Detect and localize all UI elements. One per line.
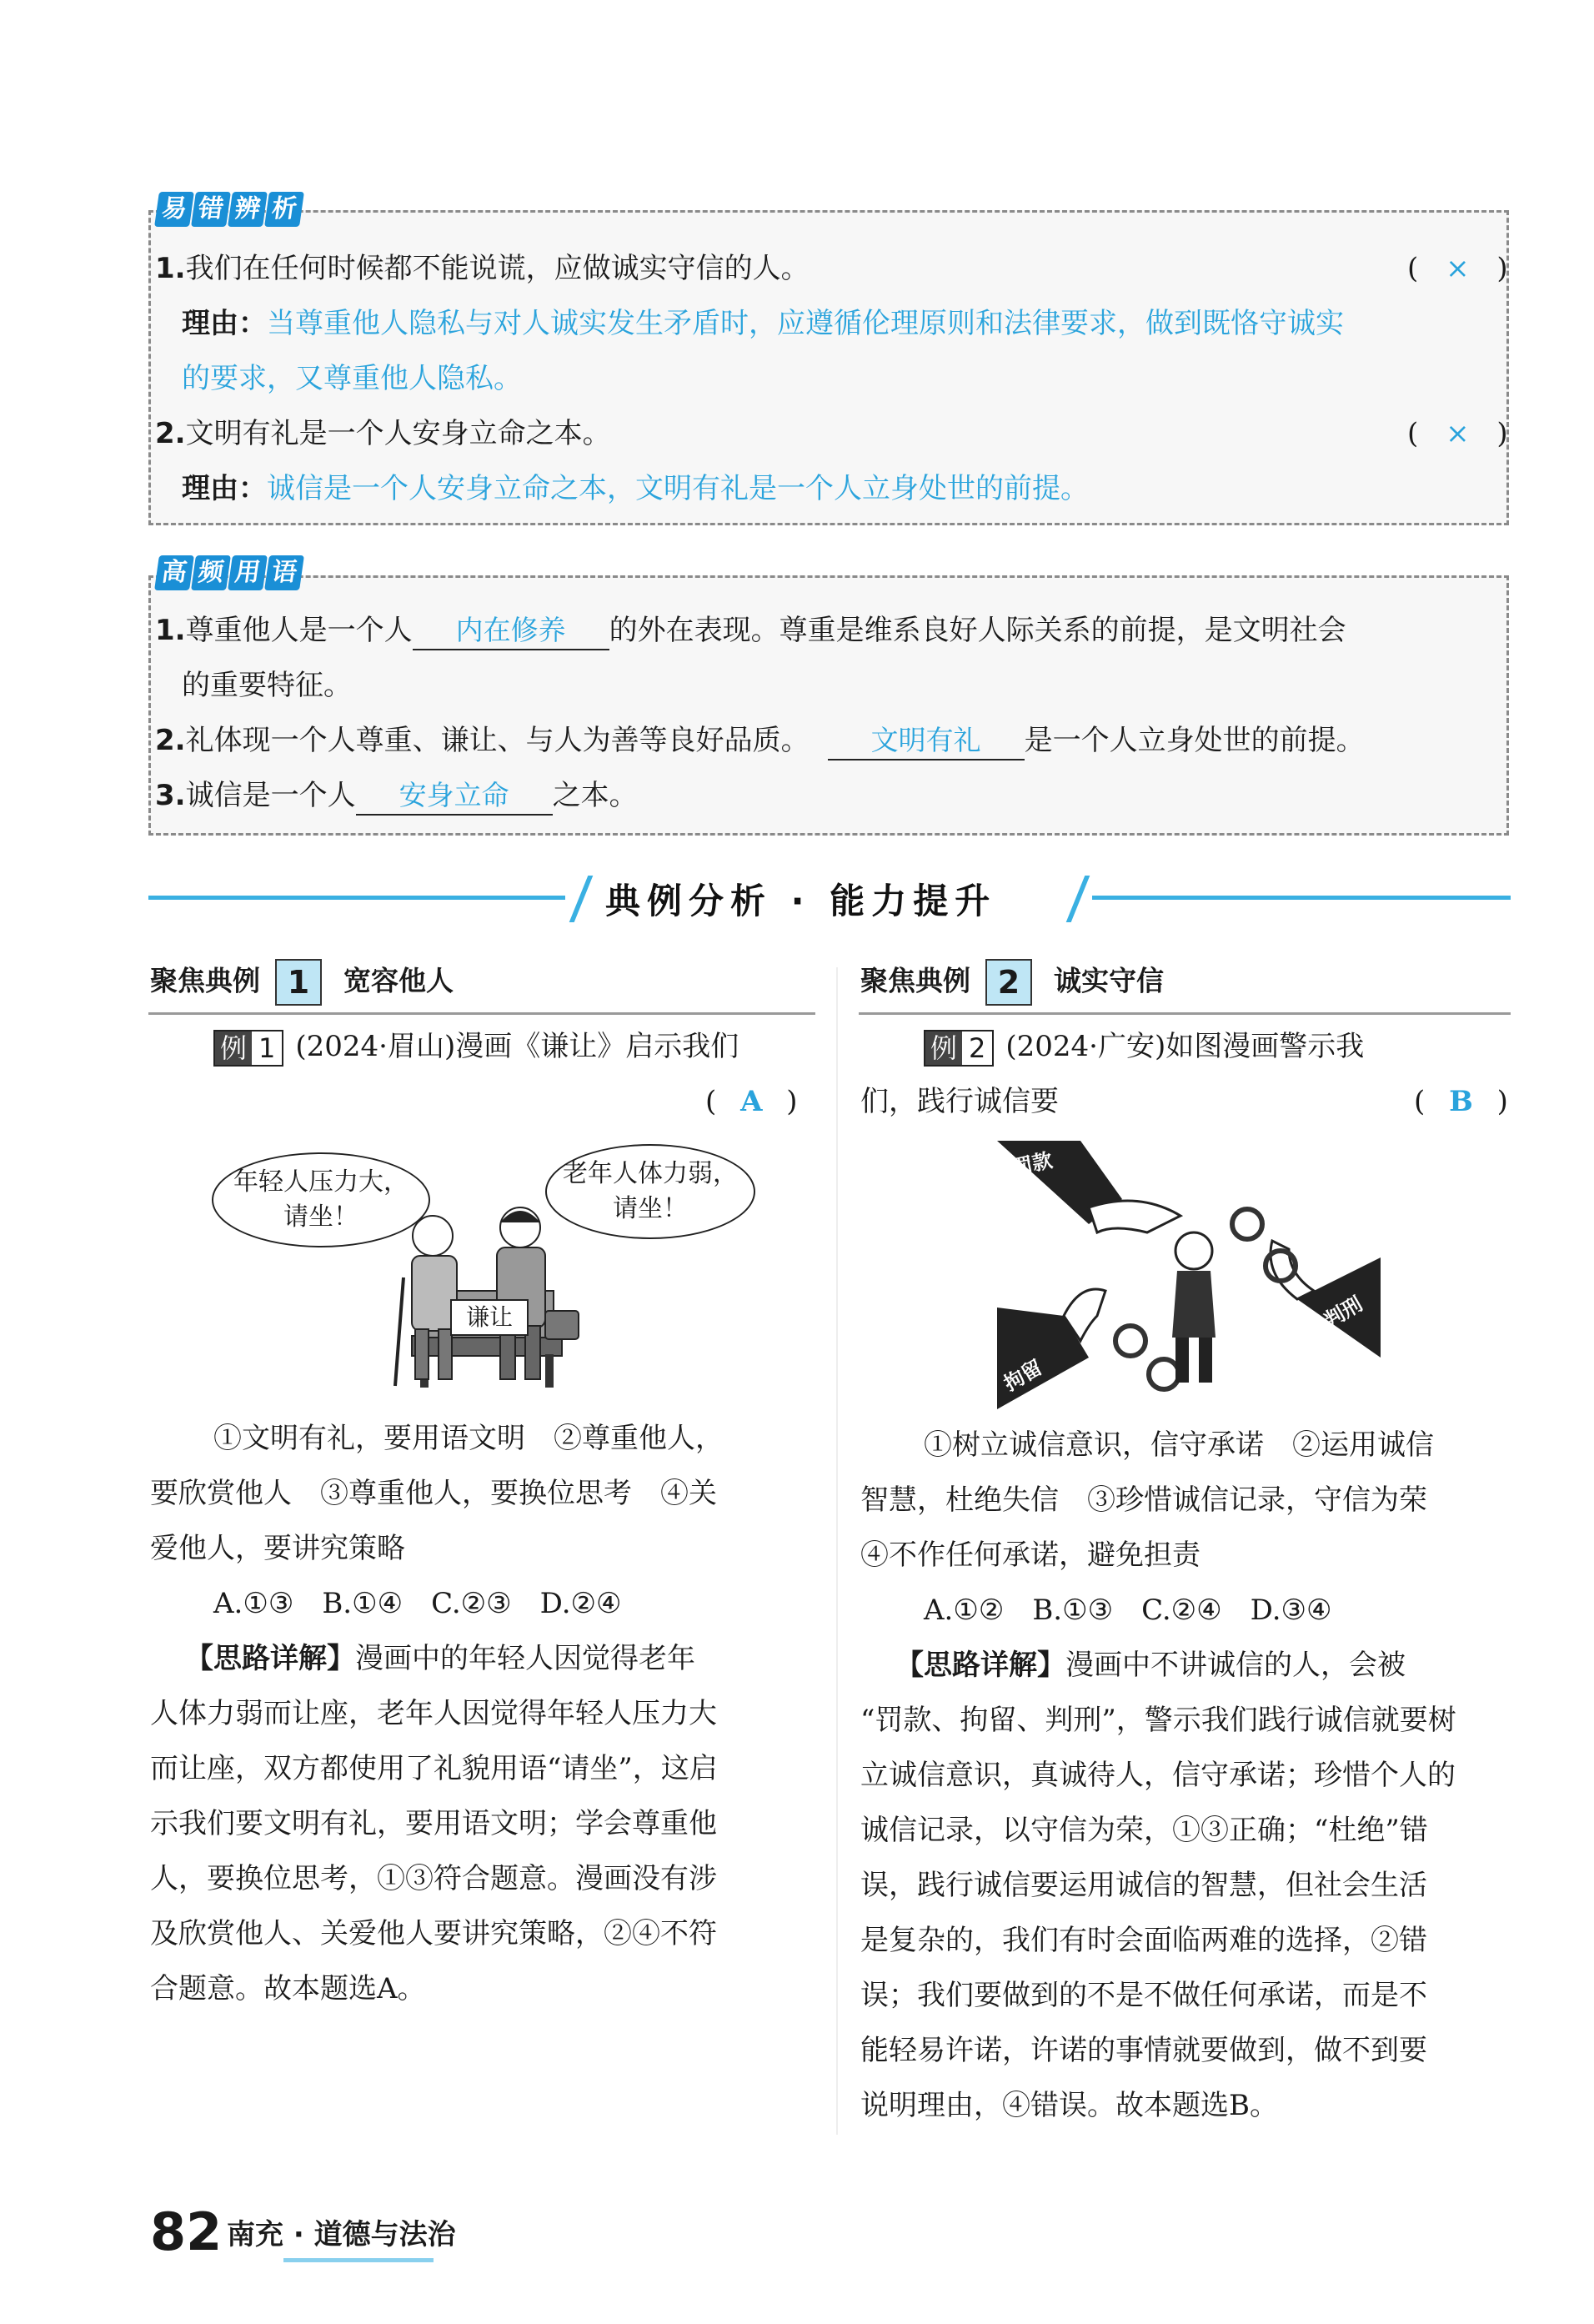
example-1-analysis-3: 而让座，双方都使用了礼貌用语“请坐”，这启: [150, 1752, 718, 1785]
example-2-analysis-5: 误，践行诚信要运用诚信的智慧，但社会生活: [860, 1869, 1427, 1902]
banner-slash-left: [569, 876, 594, 922]
example-1-answer: [705, 1074, 798, 1129]
focus-title: 宽容他人: [343, 964, 454, 997]
badge-char: 析: [264, 192, 304, 227]
error-item-1-reason: [182, 304, 1344, 344]
cartoon-hands-handcuffs: [997, 1141, 1381, 1409]
example-tag-label: 例: [925, 1031, 962, 1065]
paren-open: (: [1407, 252, 1419, 285]
example-1-analysis-6: 及欣赏他人、关爱他人要讲究策略，②④不符: [150, 1917, 717, 1950]
phrase-before: 礼体现一个人尊重、谦让、与人为善等良好品质。: [185, 724, 810, 757]
phrase-before: 尊重他人是一个人: [185, 614, 413, 647]
example-2-analysis-6: 是复杂的，我们有时会面临两难的选择，②错: [860, 1924, 1427, 1957]
phrase-before: 诚信是一个人: [185, 779, 356, 812]
error-item-2-mark: [1407, 414, 1508, 454]
paren-open: (: [705, 1085, 717, 1118]
example-2-analysis-2: “罚款、拘留、判刑”，警示我们践行诚信就要树: [860, 1704, 1456, 1737]
example-tag-label: 例: [215, 1031, 252, 1065]
example-2-stem: [924, 1019, 1524, 1074]
item-number: 2.: [155, 417, 186, 450]
example-tag: [213, 1030, 283, 1067]
badge-char: 高: [154, 555, 194, 590]
judgement-mark: ×: [1446, 252, 1470, 285]
label-detention: 拘留: [1000, 1355, 1047, 1396]
example-1-analysis-2: 人体力弱而让座，老年人因觉得年轻人压力大: [150, 1697, 717, 1730]
paren-close: ): [786, 1085, 798, 1118]
cartoon-modesty: [212, 1144, 738, 1394]
paren-open: (: [1407, 417, 1419, 450]
phrase-after: 之本。: [552, 779, 638, 812]
item-number: 2.: [155, 724, 186, 757]
example-2-analysis-7: 误；我们要做到的不是不做任何承诺，而是不: [860, 1979, 1427, 2012]
focus-label: 聚焦典例: [860, 964, 970, 997]
example-2-analysis-1: [895, 1638, 1406, 1693]
item-number: 1.: [155, 252, 186, 285]
example-1-analysis-5: 人，要换位思考，①③符合题意。漫画没有涉: [150, 1862, 717, 1895]
example-2-analysis-8: 能轻易许诺，许诺的事情就要做到，做不到要: [860, 2034, 1427, 2067]
label-fine: 罚款: [1010, 1148, 1055, 1180]
example-1-analysis-1: [185, 1631, 695, 1686]
example-source: (2024·广安)如图漫画警示我: [1005, 1030, 1365, 1063]
badge-char: 用: [228, 555, 268, 590]
label-sentence: 判刑: [1320, 1292, 1367, 1333]
speech-bubble-right: 老年人体力弱，请坐！: [545, 1144, 755, 1239]
example-2-option-line-1: ①树立诚信意识，信守承诺 ②运用诚信: [924, 1428, 1434, 1462]
item-text: 文明有礼是一个人安身立命之本。: [185, 417, 611, 450]
example-2-option-line-3: ④不作任何承诺，避免担责: [860, 1538, 1201, 1572]
focus-rule-right: [859, 1012, 1511, 1015]
fill-blank: 文明有礼: [828, 722, 1025, 760]
phrase-item-2: [155, 720, 1365, 760]
banner-rule-left: [148, 896, 565, 900]
example-1-choices: A.①③ B.①④ C.②③ D.②④: [213, 1587, 622, 1620]
phrase-after: 是一个人立身处世的前提。: [1024, 724, 1365, 757]
badge-char: 语: [264, 555, 304, 590]
item-text: 我们在任何时候都不能说谎，应做诚实守信的人。: [185, 252, 810, 285]
chair-sign: 谦让: [450, 1299, 529, 1336]
reason-label: 理由：: [182, 472, 267, 505]
example-1-option-line-2: 要欣赏他人 ③尊重他人，要换位思考 ④关: [150, 1477, 717, 1510]
analysis-label: 【思路详解】: [185, 1642, 355, 1675]
paren-close: ): [1496, 417, 1508, 450]
badge-char: 辨: [228, 192, 268, 227]
error-item-2: [155, 414, 611, 454]
example-tag-num: 1: [258, 1032, 276, 1064]
analysis-text: 漫画中的年轻人因觉得老年: [355, 1642, 695, 1675]
analysis-label: 【思路详解】: [895, 1649, 1065, 1682]
footer-accent-bar: [283, 2258, 434, 2262]
focus-header-right: [860, 959, 1164, 1006]
example-2-analysis-4: 诚信记录，以守信为荣，①③正确；“杜绝”错: [860, 1814, 1428, 1847]
phrase-after: 的外在表现。尊重是维系良好人际关系的前提，是文明社会: [609, 614, 1346, 647]
paren-open: (: [1414, 1085, 1426, 1118]
focus-rule-left: [148, 1012, 815, 1015]
example-1-option-line-3: 爱他人，要讲究策略: [150, 1532, 405, 1565]
error-item-1: [155, 248, 810, 289]
badge-char: 错: [191, 192, 231, 227]
item-number: 1.: [155, 614, 186, 647]
cartoon-figures: [212, 1144, 729, 1394]
example-source: (2024·眉山)漫画《谦让》启示我们: [295, 1030, 739, 1063]
speech-bubble-left: 年轻人压力大，请坐！: [212, 1152, 430, 1247]
reason-text: 诚信是一个人安身立命之本，文明有礼是一个人立身处世的前提。: [267, 472, 1089, 505]
badge-char: 频: [191, 555, 231, 590]
example-1-option-line-1: ①文明有礼，要用语文明 ②尊重他人，: [213, 1422, 724, 1455]
example-2-choices: A.①② B.①③ C.②④ D.③④: [924, 1594, 1332, 1627]
focus-number: 1: [275, 959, 322, 1006]
focus-header-left: [150, 959, 454, 1006]
fill-blank: 安身立命: [356, 777, 553, 816]
reason-label: 理由：: [182, 307, 267, 340]
fill-blank: 内在修养: [413, 612, 609, 650]
example-2-analysis-9: 说明理由，④错误。故本题选B。: [860, 2089, 1278, 2122]
example-2-analysis-3: 立诚信意识，真诚待人，信守承诺；珍惜个人的: [860, 1759, 1456, 1792]
frequent-phrases-badge: [157, 555, 302, 590]
column-divider: [836, 967, 838, 2135]
example-1-stem: [213, 1019, 830, 1074]
example-2-option-line-2: 智慧，杜绝失信 ③珍惜诚信记录，守信为荣: [860, 1483, 1427, 1517]
page-number: 82: [150, 2201, 223, 2262]
example-2-answer: [1414, 1074, 1508, 1129]
judgement-mark: ×: [1446, 417, 1470, 450]
phrase-item-1-cont: 的重要特征。: [182, 669, 352, 702]
example-2-stem-cont: 们，践行诚信要: [860, 1085, 1059, 1118]
focus-label: 聚焦典例: [150, 964, 260, 997]
paren-close: ): [1496, 1085, 1508, 1118]
answer-letter: B: [1449, 1085, 1473, 1118]
focus-title: 诚实守信: [1054, 964, 1164, 997]
error-analysis-badge: [157, 192, 302, 227]
error-item-2-reason: [182, 469, 1089, 509]
example-1-analysis-4: 示我们要文明有礼，要用语文明；学会尊重他: [150, 1807, 717, 1840]
phrase-item-1: [155, 610, 1346, 650]
error-item-1-reason-cont: 的要求，又尊重他人隐私。: [182, 362, 522, 395]
section-banner-title: 典例分析 · 能力提升: [605, 881, 997, 921]
focus-number: 2: [985, 959, 1032, 1006]
cartoon-integrity: [997, 1141, 1381, 1409]
error-item-1-mark: [1407, 248, 1508, 289]
banner-slash-right: [1066, 876, 1090, 922]
banner-rule-right: [1092, 896, 1511, 900]
example-1-analysis-7: 合题意。故本题选A。: [150, 1972, 426, 2005]
example-tag: [924, 1030, 994, 1067]
item-number: 3.: [155, 779, 186, 812]
analysis-text: 漫画中不讲诚信的人，会被: [1065, 1649, 1406, 1682]
badge-char: 易: [154, 192, 194, 227]
answer-letter: A: [740, 1085, 763, 1118]
example-tag-num: 2: [969, 1032, 986, 1064]
reason-text: 当尊重他人隐私与对人诚实发生矛盾时，应遵循伦理原则和法律要求，做到既恪守诚实: [267, 307, 1344, 340]
phrase-item-3: [155, 776, 638, 816]
footer-subject: 南充 · 道德与法治: [227, 2218, 456, 2251]
paren-close: ): [1496, 252, 1508, 285]
